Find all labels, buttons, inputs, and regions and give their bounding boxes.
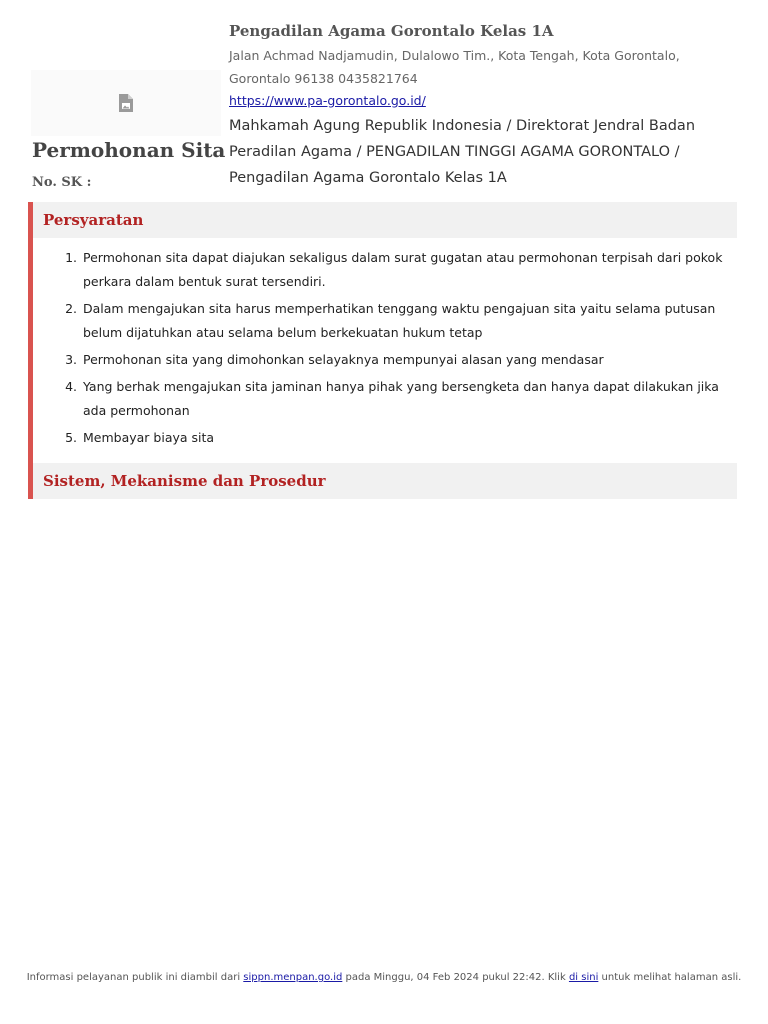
list-item: 1. Permohonan sita dapat diajukan sekaligus dalam surat gugatan atau permohonan terpisah dari pokok perkara dalam bentuk surat tersendiri. xyxy=(81,246,729,294)
service-title: Permohonan Sita xyxy=(32,138,226,162)
footer-suffix: untuk melihat halaman asli. xyxy=(601,972,742,983)
procedure-section xyxy=(28,463,737,499)
list-item: 3. Permohonan sita yang dimohonkan selayaknya mempunyai alasan yang mendasar xyxy=(81,348,729,372)
footer-prefix: Informasi pelayanan publik ini diambil dari xyxy=(26,972,241,983)
procedure-heading: Sistem, Mekanisme dan Prosedur xyxy=(33,463,737,499)
list-item: 2. Dalam mengajukan sita harus memperhatikan tenggang waktu pengajuan sita yaitu selama putusan belum dijatuhkan atau selama belum berkekuatan hukum tetap xyxy=(81,297,729,345)
original-page-link[interactable]: di sini xyxy=(568,972,599,983)
page-header xyxy=(0,0,768,200)
organization-address: Jalan Achmad Nadjamudin, Dulalowo Tim., Kota Tengah, Kota Gorontalo, Gorontalo 96138 0435821764 xyxy=(229,48,680,86)
requirements-heading: Persyaratan xyxy=(33,202,737,238)
requirements-section xyxy=(28,202,737,463)
document-file-icon xyxy=(118,93,134,113)
sk-number-label: No. SK : xyxy=(32,175,92,190)
list-item: 4. Yang berhak mengajukan sita jaminan hanya pihak yang bersengketa dan hanya dapat dilakukan jika ada permohonan xyxy=(81,375,729,423)
page-footer xyxy=(0,972,768,983)
list-item: 5. Membayar biaya sita xyxy=(81,426,729,450)
requirements-list xyxy=(33,238,737,463)
organization-hierarchy: Mahkamah Agung Republik Indonesia / Direktorat Jendral Badan Peradilan Agama / PENGADILAN TINGGI AGAMA GORONTALO / Pengadilan Agama Gorontalo Kelas 1A xyxy=(229,118,696,186)
organization-info xyxy=(229,20,729,191)
organization-name: Pengadilan Agama Gorontalo Kelas 1A xyxy=(229,22,554,40)
organization-website-link[interactable]: https://www.pa-gorontalo.go.id/ xyxy=(229,93,426,108)
footer-middle: pada Minggu, 04 Feb 2024 pukul 22:42. Klik xyxy=(345,972,566,983)
service-logo xyxy=(31,70,221,136)
source-link[interactable]: sippn.menpan.go.id xyxy=(243,972,343,983)
